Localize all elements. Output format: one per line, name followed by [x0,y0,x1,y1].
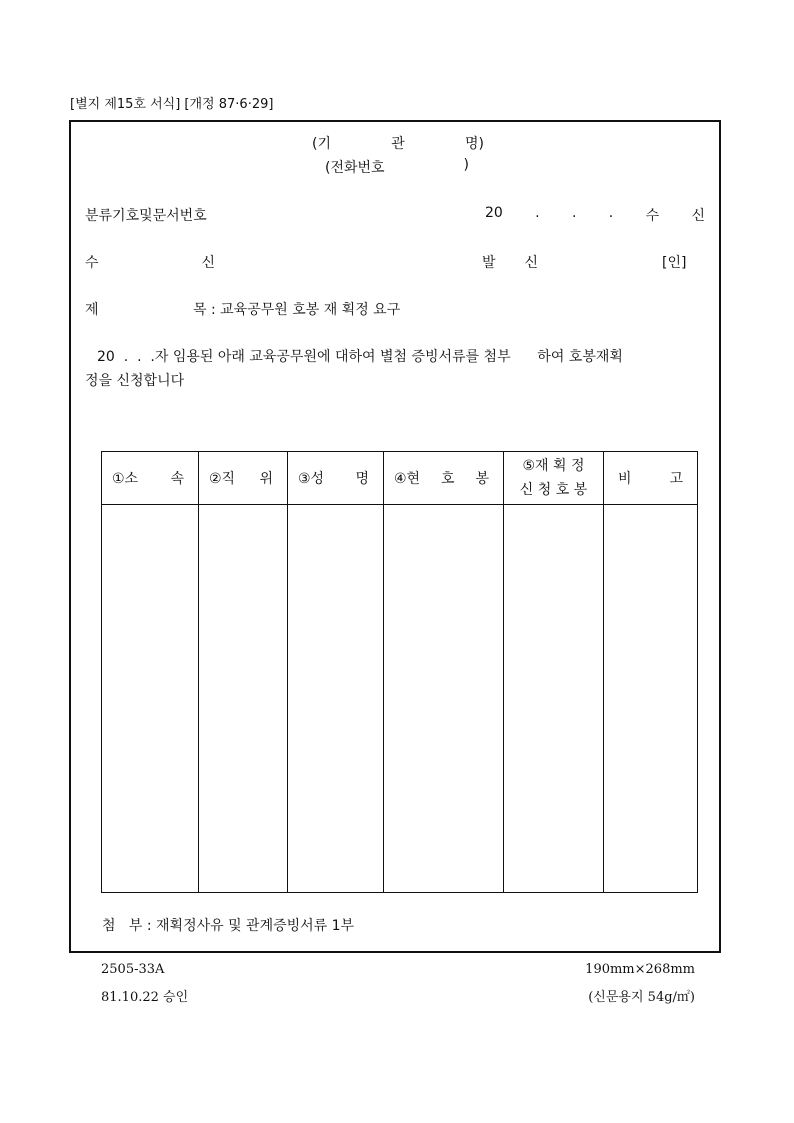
table-cell[interactable] [288,505,384,893]
table-body-row [102,505,698,893]
agency-name-close: 명) [465,136,484,152]
phone-open: (전화번호 [325,160,385,176]
col-header-name: ③성 명 [288,452,384,505]
recipient-label-a: 수 [85,255,99,271]
paper-type: (신문용지 54g/㎡) [588,990,695,1005]
paper-size: 190mm×268mm [585,962,695,977]
sender-line [482,252,538,272]
date-dot: . [571,205,577,221]
form-code: 2505-33A [101,962,165,977]
phone-line [325,157,469,177]
attachment-note: 첨 부 : 재획정사유 및 관계증빙서류 1부 [102,918,355,934]
subject-label: 제 [85,302,99,318]
table-cell[interactable] [604,505,698,893]
form-reference: [별지 제15호 서식] [개정 87·6·29] [70,97,274,112]
sender-label-b: 신 [524,255,538,271]
approval-date: 81.10.22 승인 [101,990,189,1005]
table-cell[interactable] [384,505,504,893]
recipient-line [85,252,215,272]
petition-table [101,451,698,893]
date-receive-line [485,205,705,225]
col-header-remarks: 비 고 [604,452,698,505]
sender-label-a: 발 [482,255,496,271]
col-header-current-grade: ④현 호 봉 [384,452,504,505]
agency-name-mid: 관 [391,136,405,152]
seal-mark: [인] [662,255,687,271]
body-line-2: 정을 신청합니다 [85,373,185,389]
table-cell[interactable] [504,505,604,893]
date-dot: . [535,205,540,221]
agency-name-line [312,133,484,153]
table-header-row [102,452,698,505]
table-cell[interactable] [102,505,199,893]
receive-label-b: 신 [691,208,705,224]
body-line-1: 20 . . .자 임용된 아래 교육공무원에 대하여 별첨 증빙서류를 첨부 하여 호봉재획 [97,349,623,365]
col-header-position: ②직 위 [199,452,288,505]
date-year: 20 [485,205,503,221]
doc-number-label: 분류기호및문서번호 [85,208,207,224]
subject-text: 목 : 교육공무원 호봉 재 획정 요구 [193,302,401,318]
agency-name-open: (기 [312,136,331,152]
date-dot: . [608,205,614,221]
table-cell[interactable] [199,505,288,893]
recipient-label-b: 신 [201,255,215,271]
col-header-affiliation: ①소 속 [102,452,199,505]
phone-close: ) [463,157,469,173]
receive-label-a: 수 [645,208,660,224]
col-header-requested-grade: ⑤재 획 정 신 청 호 봉 [504,452,604,505]
